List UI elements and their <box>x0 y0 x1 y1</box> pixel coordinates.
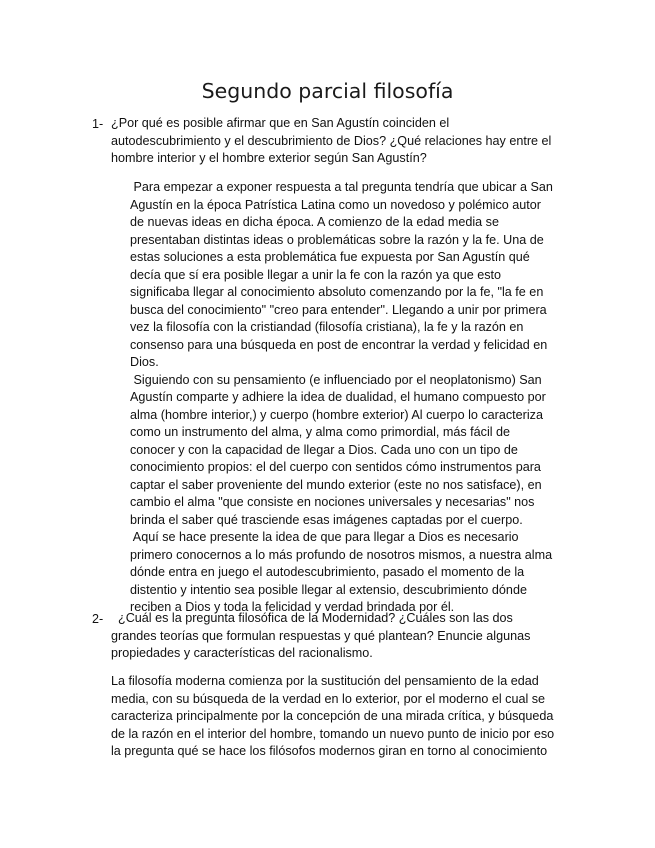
answer-line: Para empezar a exponer respuesta a tal pregunta tendría que ubicar a San <box>130 180 553 194</box>
question-text-line: ¿Por qué es posible afirmar que en San Agustín coinciden el <box>111 116 450 130</box>
answer-line: consenso para una búsqueda en post de encontrar la verdad y felicidad en <box>130 337 548 352</box>
answer-line: dónde entra en juego el autodescubrimiento, pasado el momento de la <box>130 565 525 579</box>
answer-line: de nuevas ideas en dicha época. A comienzo de la edad media se <box>130 215 499 229</box>
answer-line: cambio el alma "que consiste en nociones universales y necesarias" nos <box>130 495 535 509</box>
question-1-answer <box>130 179 570 617</box>
answer-line: vez la filosofía con la cristiandad (filosofía cristiana), la fe y la razón en <box>130 320 524 334</box>
answer-line: Siguiendo con su pensamiento (e influenciado por el neoplatonismo) San <box>130 372 542 387</box>
question-1-number: 1- <box>92 117 104 131</box>
question-text-line: hombre interior y el hombre exterior según San Agustín? <box>111 151 427 165</box>
answer-line: estas soluciones a esta problemática fue expuesta por San Agustín qué <box>130 250 530 264</box>
answer-line: reciben a Dios y toda la felicidad y verdad brindada por él. <box>130 600 455 614</box>
answer-line: de la razón en el interior del hombre, tomando un nuevo punto de inicio por eso <box>111 726 555 741</box>
answer-line: media, con su búsqueda de la verdad en lo exterior, por el moderno el cual se <box>111 691 546 706</box>
answer-line: significaba llegar al conocimiento absoluto comenzando por la fe, "la fe en <box>130 285 544 299</box>
answer-line: la pregunta qué se hace los filósofos modernos giran en torno al conocimiento <box>111 744 548 758</box>
question-text-line: autodescubrimiento y el descubrimiento de Dios? ¿Qué relaciones hay entre el <box>111 133 552 148</box>
answer-line: Aquí se hace presente la idea de que para llegar a Dios es necesario <box>130 530 519 544</box>
answer-line: presentaban distintas ideas o problemáticas sobre la razón y la fe. Una de <box>130 232 544 247</box>
answer-line: conocimiento propios: el del cuerpo con sentidos cómo instrumentos para <box>130 460 541 474</box>
answer-line: captar el saber proveniente del mundo exterior (este no nos satisface), en <box>130 477 542 492</box>
answer-line: Dios. <box>130 355 159 369</box>
answer-line: busca del conocimiento" "creo para entender". Llegando a unir por primera <box>130 302 547 317</box>
answer-line: primero conocernos a lo más profundo de nosotros mismos, a nuestra alma <box>130 547 553 562</box>
answer-line: Agustín comparte y adhiere la idea de dualidad, el humano compuesto por <box>130 390 546 404</box>
answer-line: alma (hombre interior,) y cuerpo (hombre exterior) Al cuerpo lo caracteriza <box>130 407 543 422</box>
answer-line: distentio y intentio sea posible llegar al extensio, descubrimiento dónde <box>130 582 527 597</box>
question-2-text <box>111 610 556 663</box>
question-text-line: ¿Cuál es la pregunta filosófica de la Modernidad? ¿Cuáles son las dos <box>111 611 513 625</box>
answer-line: decía que sí era posible llegar a unir la fe con la razón ya que esto <box>130 267 502 282</box>
answer-line: brinda el saber qué trasciende esas imágenes captadas por el cuerpo. <box>130 512 523 527</box>
document-title: Segundo parcial filosofía <box>201 79 454 103</box>
question-text-line: propiedades y características del racionalismo. <box>111 646 373 660</box>
answer-line: Agustín en la época Patrística Latina como un novedoso y polémico autor <box>130 197 541 212</box>
answer-line: La filosofía moderna comienza por la sustitución del pensamiento de la edad <box>111 674 539 688</box>
question-2-answer <box>111 673 561 761</box>
question-text-line: grandes teorías que formulan respuestas y qué plantean? Enuncie algunas <box>111 628 531 643</box>
question-2-number: 2- <box>92 612 104 626</box>
answer-line: como un instrumento del alma, y alma como primordial, más fácil de <box>130 425 511 439</box>
answer-line: caracteriza principalmente por la concepción de una mirada crítica, y búsqueda <box>111 709 554 723</box>
answer-line: conocer y con la capacidad de llegar a Dios. Cada uno con un tipo de <box>130 442 518 457</box>
question-1-text <box>111 115 551 168</box>
